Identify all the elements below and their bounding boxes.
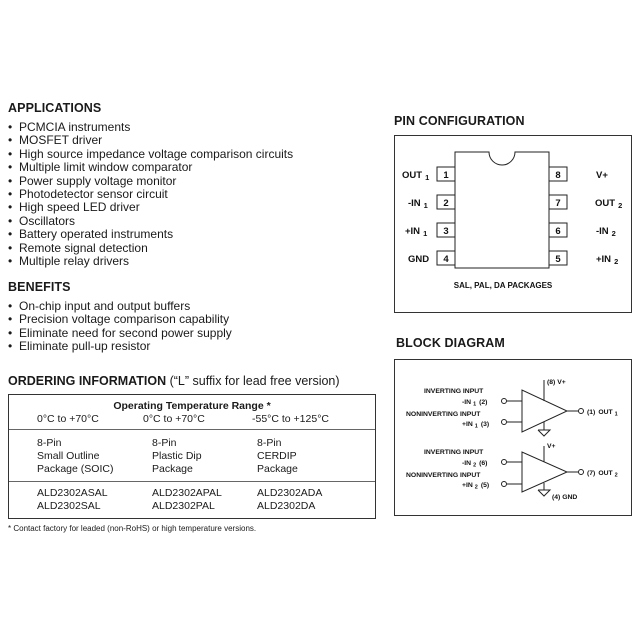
table-divider — [9, 481, 375, 482]
pin-label: OUT $_2$ — [595, 198, 623, 210]
part-number: ALD2302SAL — [37, 499, 101, 512]
inv1-label: INVERTING INPUT — [424, 388, 484, 395]
pin-number: 4 — [443, 254, 449, 265]
part-number: ALD2302ASAL — [37, 487, 108, 499]
list-item: • MOSFET driver — [8, 134, 293, 147]
package-line: 8-Pin — [37, 437, 62, 449]
pin-label: +IN $_1$ — [405, 226, 428, 238]
out2-label: (7) OUT $_2$ — [587, 470, 618, 479]
temp-range-label: Operating Temperature Range * — [113, 400, 271, 412]
benefits-title: BENEFITS — [8, 280, 71, 294]
list-item: • High speed LED driver — [8, 201, 293, 214]
gnd-label: (4) GND — [552, 494, 578, 501]
pin-config-box — [394, 135, 632, 313]
pin-number: 1 — [443, 170, 449, 181]
vplus-top-label: (8) V+ — [547, 379, 566, 386]
package-line: Package — [257, 462, 298, 475]
benefits-list — [8, 300, 232, 354]
part-number-cell — [257, 487, 322, 513]
block-diagram — [395, 360, 631, 515]
noninv2-pin-label: +IN $_2$ (5) — [462, 482, 490, 491]
terminal-pin-2 — [502, 399, 507, 404]
list-item: • Precision voltage comparison capability — [8, 313, 232, 326]
terminal-pin-7 — [579, 470, 584, 475]
list-item: • Oscillators — [8, 215, 293, 228]
list-item: • On-chip input and output buffers — [8, 300, 232, 313]
part-number: ALD2302DA — [257, 499, 316, 512]
package-line: CERDIP — [257, 449, 297, 462]
block-diagram-title: BLOCK DIAGRAM — [396, 336, 505, 350]
package-line: Package — [152, 462, 193, 475]
applications-list — [8, 121, 293, 268]
pin-config-diagram — [395, 136, 631, 312]
ordering-table — [8, 394, 376, 519]
part-number-cell — [152, 487, 222, 513]
list-item: • Remote signal detection — [8, 242, 293, 255]
package-line: 8-Pin — [152, 437, 177, 449]
part-number: ALD2302PAL — [152, 499, 215, 512]
package-line: Small Outline — [37, 449, 100, 462]
noninv1-pin-label: +IN $_1$ (3) — [462, 421, 490, 430]
pin-label: V+ — [596, 170, 608, 181]
pin-label: -IN $_2$ — [596, 226, 616, 238]
list-item: • High source impedance voltage comparison circuits — [8, 148, 293, 161]
terminal-pin-1 — [579, 409, 584, 414]
list-item: • Battery operated instruments — [8, 228, 293, 241]
terminal-pin-3 — [502, 420, 507, 425]
pin-number: 2 — [443, 198, 449, 209]
packages-label: SAL, PAL, DA PACKAGES — [453, 281, 553, 290]
block-diagram-box — [394, 359, 632, 516]
vplus-mid-label: V+ — [547, 443, 556, 450]
pin-number: 3 — [443, 226, 449, 237]
package-cell — [257, 437, 298, 475]
list-item: • Eliminate pull-up resistor — [8, 340, 232, 353]
out1-label: (1) OUT $_1$ — [587, 409, 618, 418]
package-line: Plastic Dip — [152, 449, 202, 462]
part-number: ALD2302ADA — [257, 487, 323, 499]
pin-label: +IN $_2$ — [596, 254, 619, 266]
ordering-footnote: * Contact factory for leaded (non-RoHS) or high temperature versions. — [8, 524, 257, 533]
package-cell — [37, 437, 113, 475]
pin-number: 8 — [555, 170, 561, 181]
inv2-pin-label: -IN $_2$ (6) — [462, 460, 488, 469]
ordering-heading: ORDERING INFORMATION — [8, 374, 167, 388]
column-temp: 0°C to +70°C — [37, 413, 99, 425]
ordering-suffix-note: (“L” suffix for lead free version) — [169, 374, 340, 388]
pin-number: 5 — [555, 254, 561, 265]
package-line: 8-Pin — [257, 437, 282, 449]
noninv2-label: NONINVERTING INPUT — [406, 472, 481, 479]
applications-title: APPLICATIONS — [8, 101, 102, 115]
package-cell — [152, 437, 202, 475]
gnd-arrow-2 — [538, 490, 550, 496]
gnd-arrow-1 — [538, 430, 550, 436]
list-item: • Multiple limit window comparator — [8, 161, 293, 174]
column-temp: 0°C to +70°C — [143, 413, 205, 425]
package-line: Package (SOIC) — [37, 462, 114, 475]
inv2-label: INVERTING INPUT — [424, 449, 484, 456]
part-number-cell — [37, 487, 108, 513]
pin-label: -IN $_1$ — [408, 198, 428, 210]
pin-label: GND — [408, 254, 430, 265]
pin-number: 6 — [555, 226, 561, 237]
inv1-pin-label: -IN $_1$ (2) — [462, 399, 488, 408]
list-item: • Eliminate need for second power supply — [8, 327, 232, 340]
list-item: • Photodetector sensor circuit — [8, 188, 293, 201]
column-temp: -55°C to +125°C — [252, 413, 329, 425]
chip-body — [455, 152, 549, 268]
terminal-pin-5 — [502, 482, 507, 487]
noninv1-label: NONINVERTING INPUT — [406, 411, 481, 418]
ordering-title — [8, 374, 340, 388]
pin-number: 7 — [555, 198, 561, 209]
list-item: • Multiple relay drivers — [8, 255, 293, 268]
table-divider — [9, 429, 375, 430]
terminal-pin-6 — [502, 460, 507, 465]
part-number: ALD2302APAL — [152, 487, 222, 499]
pin-label: OUT $_1$ — [402, 170, 430, 182]
pin-config-title: PIN CONFIGURATION — [394, 114, 525, 128]
list-item: • PCMCIA instruments — [8, 121, 293, 134]
list-item: • Power supply voltage monitor — [8, 175, 293, 188]
